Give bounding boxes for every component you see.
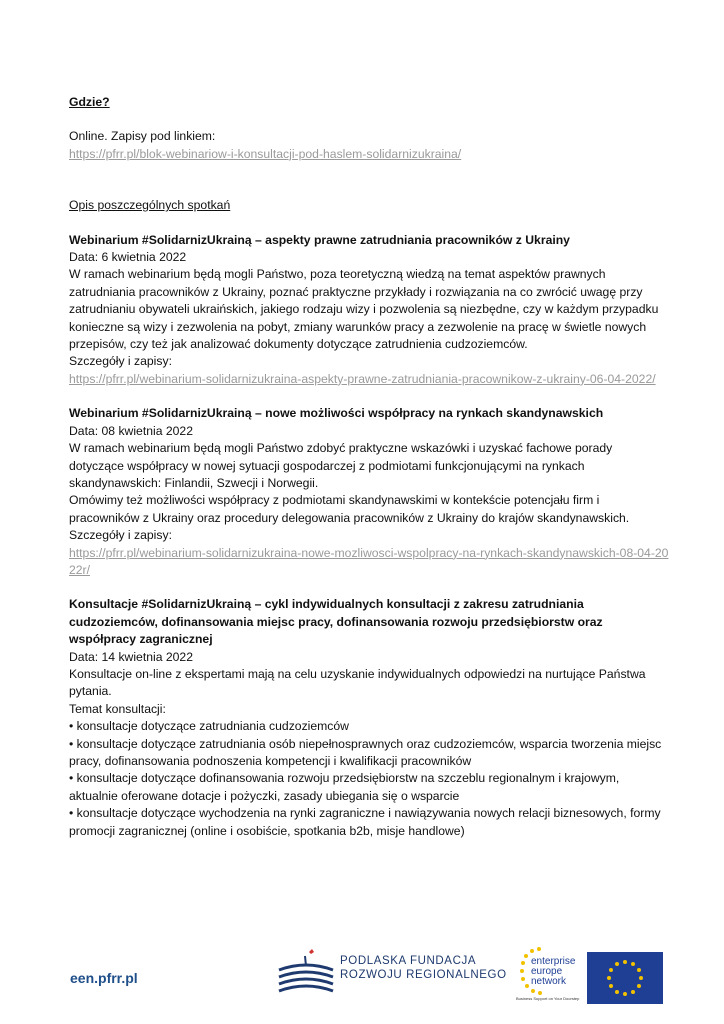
event-description: Konsultacje on-line z ekspertami mają na celu uzyskanie indywidualnych odpowiedzi na nurtujące Państwa pytania. <box>69 666 646 699</box>
event-description: W ramach webinarium będą mogli Państwo zdobyć praktyczne wskazówki i uzyskać fachowe porady dotyczące współpracy w nowej sytuacji gospodarczej z podmiotami funkcjonującymi na rynkach skandynawskich: Finlandii, Szwecji i Norwegii. <box>69 441 613 490</box>
document-body <box>69 94 669 840</box>
eu-flag-icon <box>587 952 663 1004</box>
event-link[interactable]: https://pfrr.pl/webinarium-solidarnizukraina-aspekty-prawne-zatrudniania-pracownikow-z-ukrainy-06-04-2022/ <box>69 371 656 386</box>
signup-link[interactable]: https://pfrr.pl/blok-webinariow-i-konsultacji-pod-haslem-solidarnizukraina/ <box>69 146 462 161</box>
event-description-2: Omówimy też możliwości współpracy z podmiotami skandynawskimi w kontekście potencjału firm i pracowników z Ukrainy oraz procedury delegowania pracowników z Ukrainy do krajów skandynawskich. <box>69 493 630 525</box>
topic-item: • konsultacje dotyczące zatrudniania cudzoziemców <box>69 719 349 734</box>
event-3 <box>69 596 669 840</box>
topics-label: Temat konsultacji: <box>69 701 166 716</box>
event-1 <box>69 232 669 389</box>
svg-text:enterprise: enterprise <box>531 956 576 967</box>
event-title: Webinarium #SolidarnizUkrainą – nowe możliwości współpracy na rynkach skandynawskich <box>69 406 604 421</box>
topic-item: • konsultacje dotyczące dofinansowania rozwoju przedsiębiorstw na szczeblu regionalnym i krajowym, aktualnie oferowane dotacje i pożyczki, zasady ubiegania się o wsparcie <box>69 771 620 803</box>
section-heading: Opis poszczególnych spotkań <box>69 198 231 213</box>
pfrr-logo-icon <box>275 948 337 1000</box>
pfrr-line-1: PODLASKA FUNDACJA <box>340 955 477 967</box>
where-heading: Gdzie? <box>69 95 110 109</box>
pfrr-logo-text <box>340 954 507 982</box>
event-2 <box>69 405 669 579</box>
een-caption: Business Support on Your Doorstep <box>516 996 580 1001</box>
event-link[interactable]: https://pfrr.pl/webinarium-solidarnizukraina-nowe-mozliwosci-wspolpracy-na-rynkach-skandynawskich-08-04-2022r/ <box>69 545 669 577</box>
event-description: W ramach webinarium będą mogli Państwo, poza teoretyczną wiedzą na temat aspektów prawnych zatrudniania pracowników z Ukrainy, poznać praktyczne przykłady i rozwiązania na co zwrócić uwagę przy zatrudnianiu obywateli ukraińskich, jakiego rodzaju wizy i pozwolenia są niezbędne, czy w każdym przypadku konieczne są wizy i zezwolenia na pobyt, zmiany warunków pracy a zezwolenie na pracę w świetle nowych przepisów, czy też jak analizować dokumenty dotyczące zatrudnienia cudzoziemców. <box>69 267 659 352</box>
event-title: Konsultacje #SolidarnizUkrainą – cykl indywidualnych konsultacji z zakresu zatrudniania cudzoziemców, dofinansowania miejsc pracy, dofinansowania rozwoju przedsiębiorstw oraz współpracy zagranicznej <box>69 597 603 647</box>
event-title: Webinarium #SolidarnizUkrainą – aspekty prawne zatrudniania pracowników z Ukrainy <box>69 232 570 247</box>
footer-url[interactable]: een.pfrr.pl <box>70 970 138 986</box>
event-date: Data: 14 kwietnia 2022 <box>69 649 193 664</box>
event-date: Data: 6 kwietnia 2022 <box>69 250 187 265</box>
details-label: Szczegóły i zapisy: <box>69 354 172 369</box>
pfrr-line-2: ROZWOJU REGIONALNEGO <box>340 969 507 981</box>
topic-item: • konsultacje dotyczące wychodzenia na rynki zagraniczne i nawiązywania nowych relacji biznesowych, formy promocji zagranicznej (online i osobiście, spotkania b2b, misje handlowe) <box>69 806 661 838</box>
svg-text:network: network <box>531 976 567 987</box>
svg-text:europe: europe <box>531 966 563 977</box>
event-date: Data: 08 kwietnia 2022 <box>69 423 193 438</box>
page-footer <box>0 940 724 1010</box>
een-logo-icon <box>518 946 580 998</box>
topic-item: • konsultacje dotyczące zatrudniania osób niepełnosprawnych oraz cudzoziemców, wsparcia tworzenia miejsc pracy, dofinansowania podnoszenia kompetencji i kwalifikacji pracowników <box>69 736 662 768</box>
where-intro: Online. Zapisy pod linkiem: <box>69 129 216 144</box>
details-label: Szczegóły i zapisy: <box>69 528 172 543</box>
